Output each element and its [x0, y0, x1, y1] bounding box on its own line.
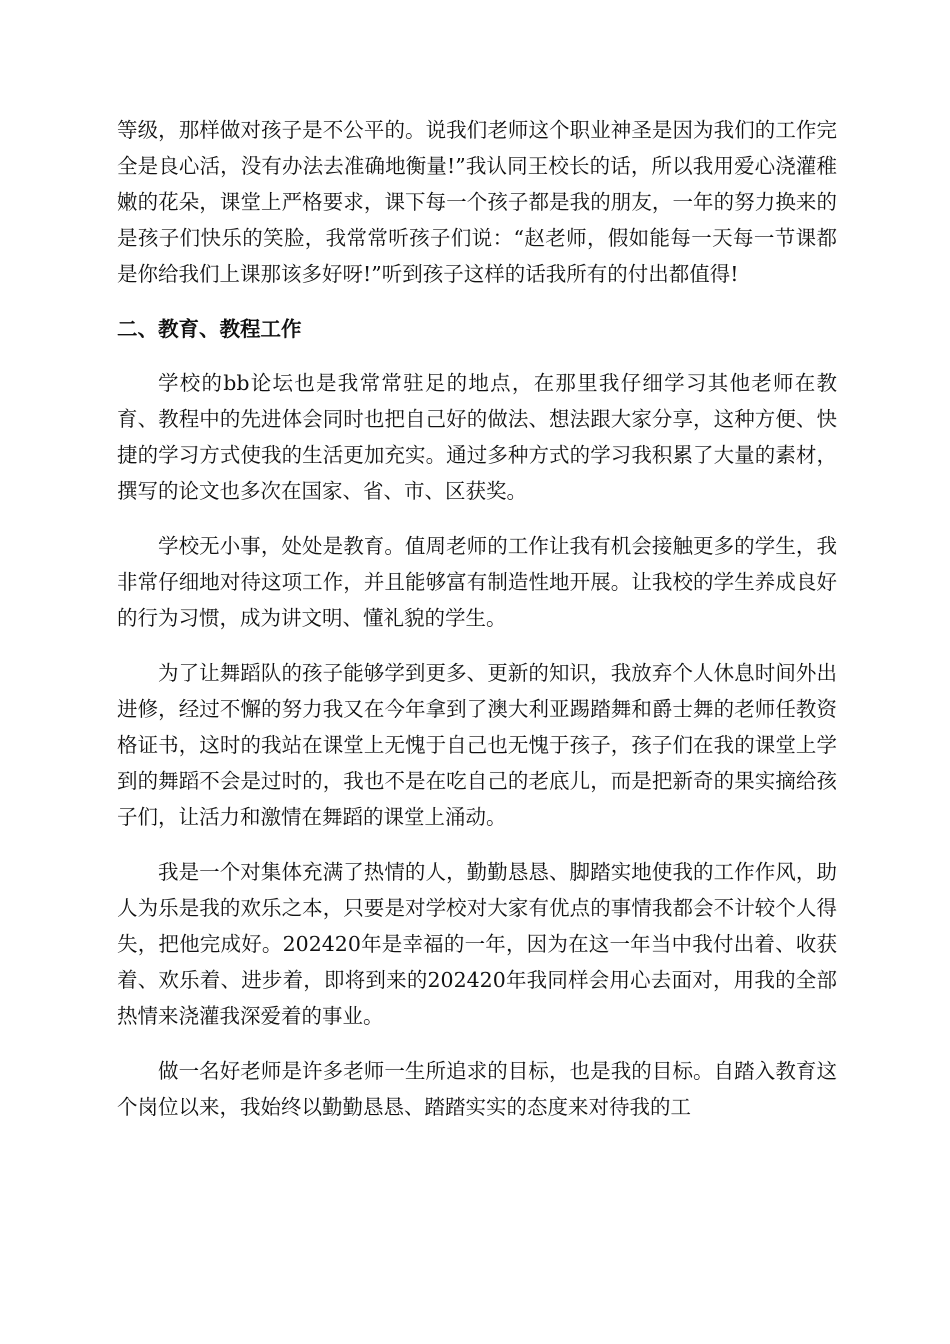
paragraph-continued: 等级，那样做对孩子是不公平的。说我们老师这个职业神圣是因为我们的工作完全是良心活，没有办法去准确地衡量!”我认同王校长的话，所以我用爱心浇灌稚嫩的花朵，课堂上严格要求，课下每一个孩子都是我的朋友，一年的努力换来的是孩子们快乐的笑脸，我常常听孩子们说：“赵老师，假如能每一天每一节课都是你给我们上课那该多好呀!”听到孩子这样的话我所有的付出都值得!: [117, 118, 837, 286]
paragraph: 学校无小事，处处是教育。值周老师的工作让我有机会接触更多的学生，我非常仔细地对待这项工作，并且能够富有制造性地开展。让我校的学生养成良好的行为习惯，成为讲文明、懂礼貌的学生。: [117, 534, 837, 630]
paragraph: 做一名好老师是许多老师一生所追求的目标，也是我的目标。自踏入教育这个岗位以来，我始终以勤勤恳恳、踏踏实实的态度来对待我的工: [117, 1059, 837, 1119]
paragraph: 为了让舞蹈队的孩子能够学到更多、更新的知识，我放弃个人休息时间外出进修，经过不懈的努力我又在今年拿到了澳大利亚踢踏舞和爵士舞的老师任教资格证书，这时的我站在课堂上无愧于自己也无愧于孩子，孩子们在我的课堂上学到的舞蹈不会是过时的，我也不是在吃自己的老底儿，而是把新奇的果实摘给孩子们，让活力和激情在舞蹈的课堂上涌动。: [117, 661, 837, 829]
paragraph: 我是一个对集体充满了热情的人，勤勤恳恳、脚踏实地使我的工作作风，助人为乐是我的欢乐之本，只要是对学校对大家有优点的事情我都会不计较个人得失，把他完成好。202420年是幸福的一年，因为在这一年当中我付出着、收获着、欢乐着、进步着，即将到来的202420年我同样会用心去面对，用我的全部热情来浇灌我深爱着的事业。: [117, 860, 837, 1028]
paragraph: 学校的bb论坛也是我常常驻足的地点，在那里我仔细学习其他老师在教育、教程中的先进体会同时也把自己好的做法、想法跟大家分享，这种方便、快捷的学习方式使我的生活更加充实。通过多种方式的学习我积累了大量的素材，撰写的论文也多次在国家、省、市、区获奖。: [117, 371, 837, 503]
section-heading: 二、教育、教程工作: [117, 317, 302, 341]
document-page: [117, 112, 837, 1144]
